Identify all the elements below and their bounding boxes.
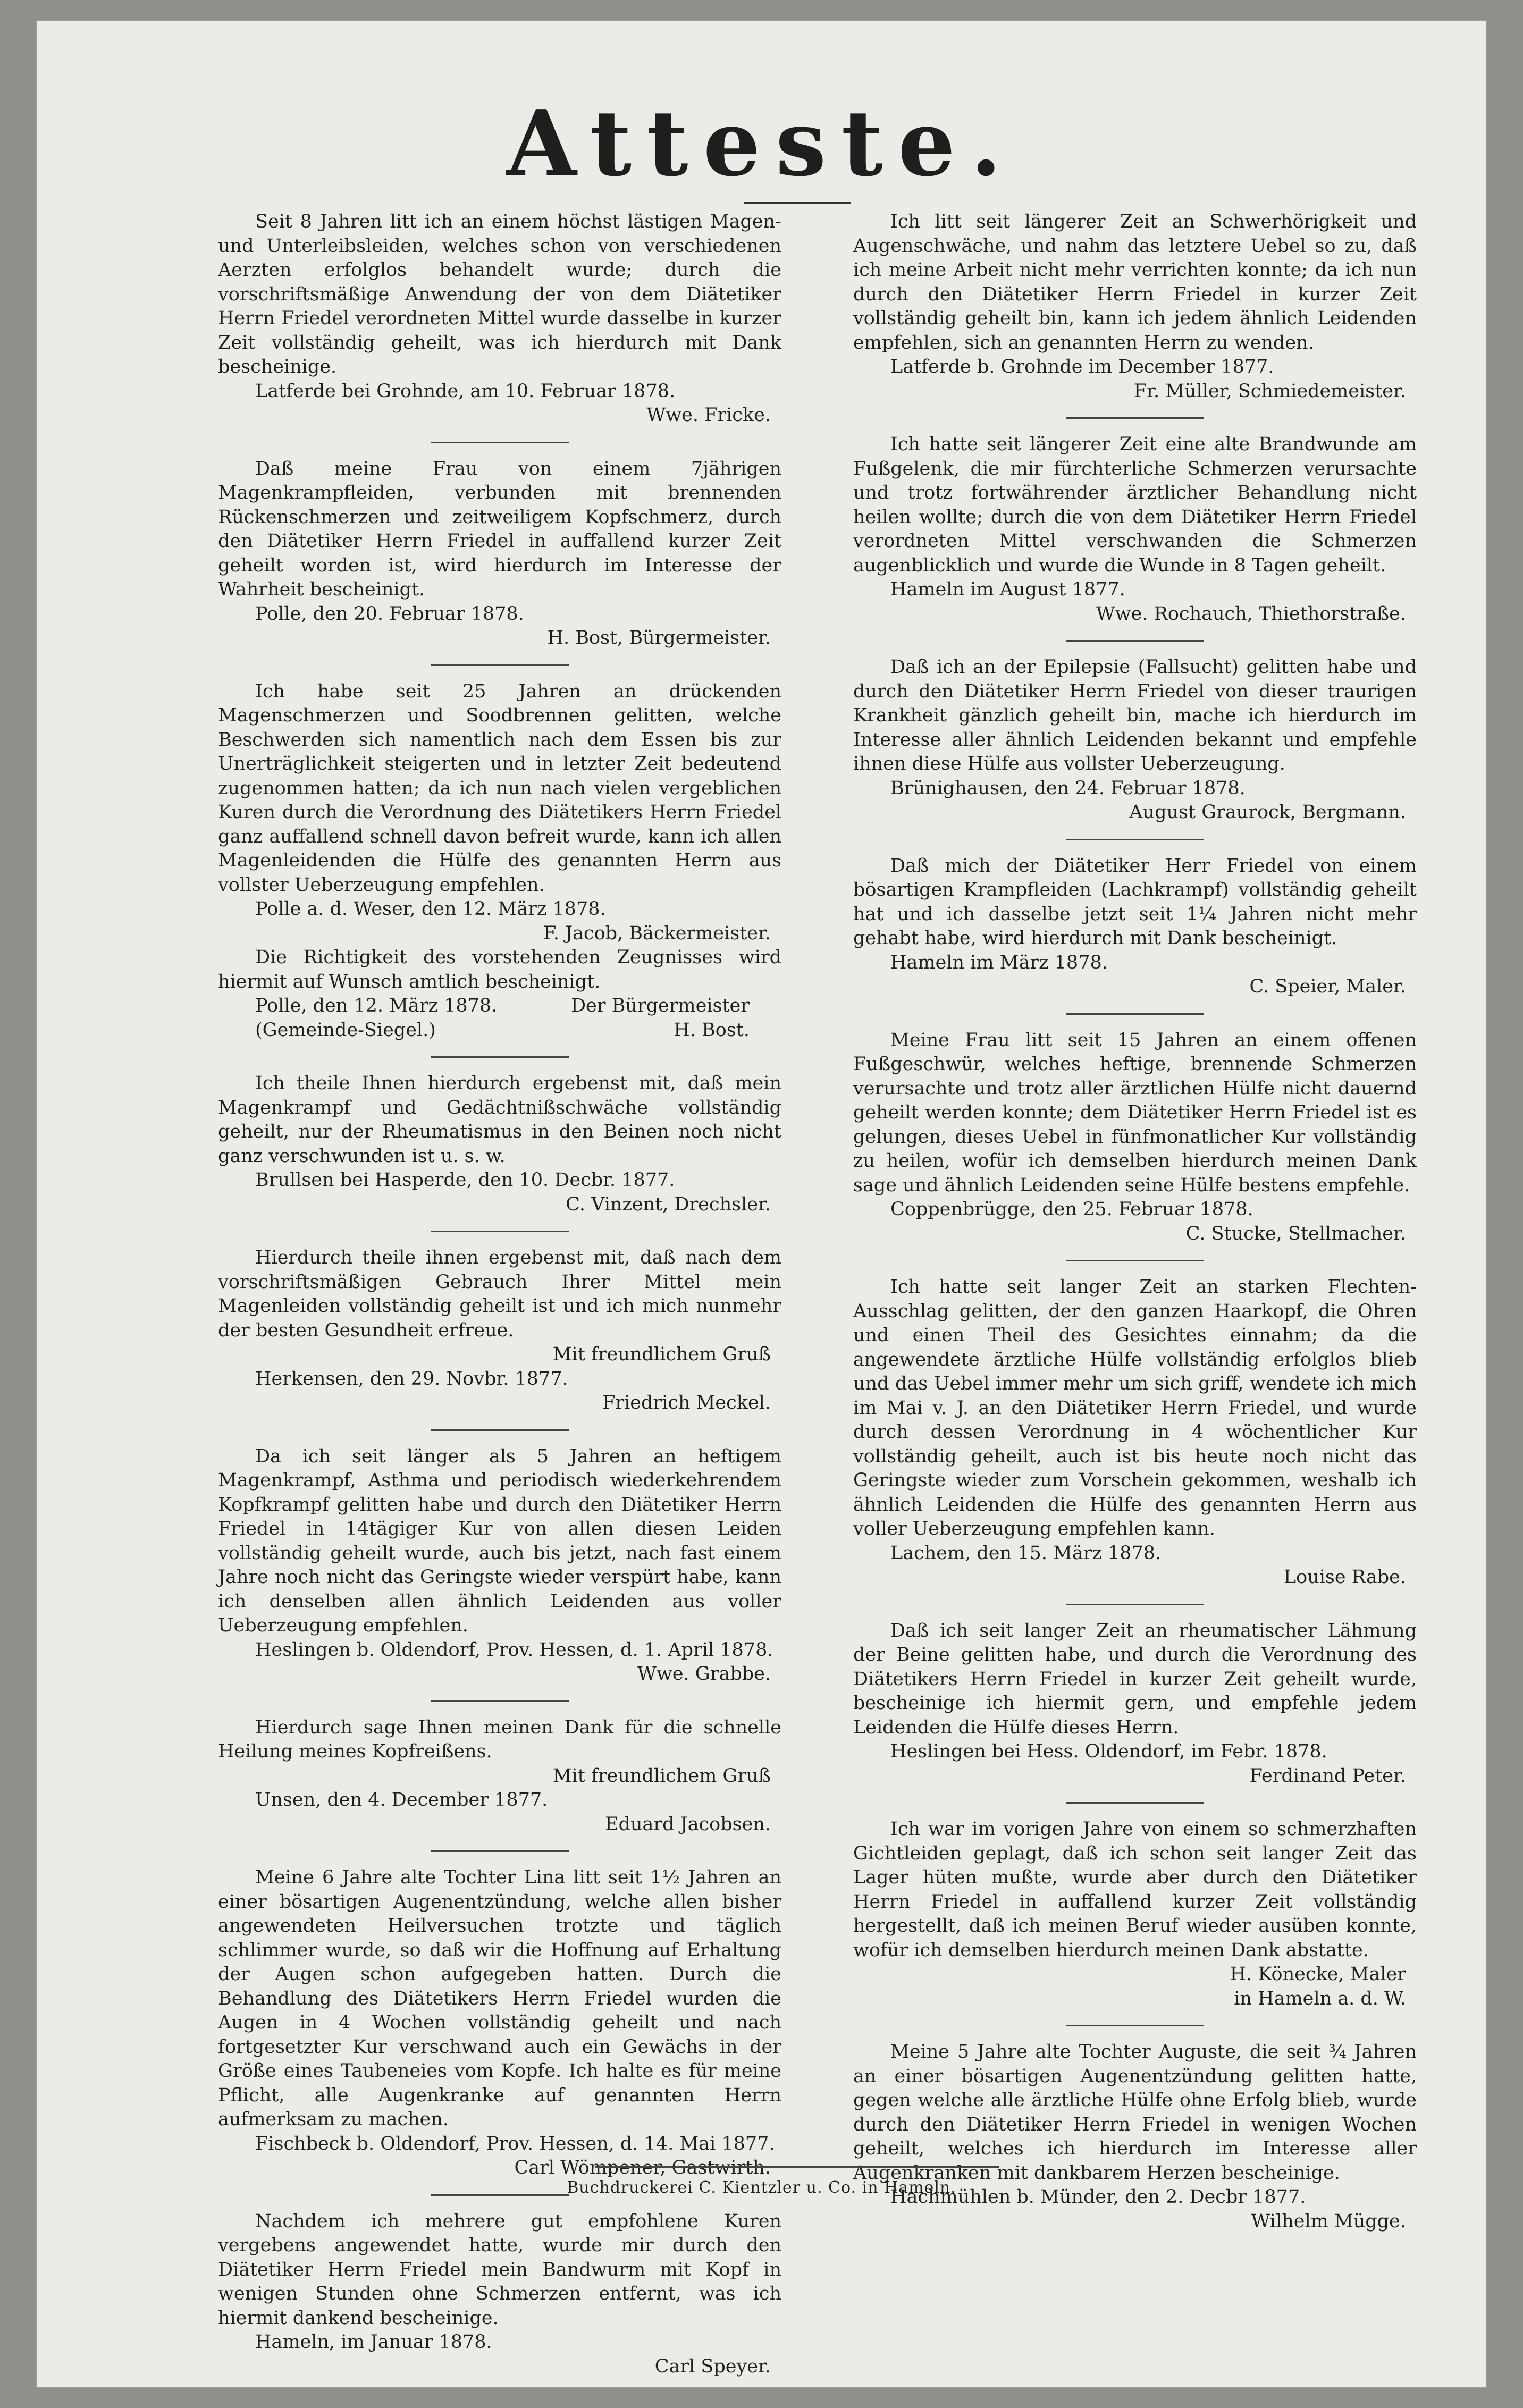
testimonial-body: Ich hatte seit längerer Zeit eine alte Brandwunde am Fußgelenk, die mir fürchterliche Schmerzen verursachte und trotz fortwährender ärztlicher Behandlung nicht heilen wollte; durch die von dem Diätetiker Herrn Friedel verordneten Mittel verschwanden die Schmerzen augenblicklich und wurde die Wunde in 8 Tagen geheilt.	[853, 434, 1417, 576]
testimonial-place: Brünighausen, den 24. Februar 1878.	[890, 777, 1246, 799]
separator-rule	[431, 1700, 569, 1702]
testimonial	[853, 210, 1417, 403]
testimonial-place: Latferde bei Grohnde, am 10. Februar 1878.	[255, 380, 676, 402]
testimonial-place: Herkensen, den 29. Novbr. 1877.	[255, 1368, 568, 1390]
testimonial	[853, 854, 1417, 999]
testimonial-body: Hierdurch theile ihnen ergebenst mit, daß nach dem vorschriftsmäßigen Gebrauch Ihrer Mittel mein Magenleiden vollständig geheilt ist und ich mich nunmehr der besten Gesundheit erfreue.	[218, 1247, 781, 1341]
municipal-seal: (Gemeinde-Siegel.)	[255, 1019, 436, 1041]
testimonial-signature: H. Könecke, Maler	[1230, 1964, 1406, 1985]
separator-rule	[431, 1231, 569, 1232]
testimonial-body: Ich theile Ihnen hierdurch ergebenst mit, daß mein Magenkrampf und Gedächtnißschwäche vollständig geheilt, nur der Rheumatismus in den Beinen noch nicht ganz verschwunden ist u. s. w.	[218, 1073, 781, 1167]
testimonial-place: Hameln im August 1877.	[890, 579, 1125, 600]
separator-rule	[1066, 1260, 1204, 1261]
testimonial-body: Seit 8 Jahren litt ich an einem höchst lästigen Magen- und Unterleibsleiden, welches schon von verschiedenen Aerzten erfolglos behandelt wurde; durch die vorschriftsmäßige Anwendung der von dem Diätetiker Herrn Friedel verordneten Mittel wurde dasselbe in kurzer Zeit vollständig geheilt, was ich hierdurch mit Dank bescheinige.	[218, 211, 781, 377]
testimonial-signature: Carl Speyer.	[654, 2355, 771, 2377]
testimonial	[853, 655, 1417, 825]
testimonial-place: Latferde b. Grohnde im December 1877.	[890, 356, 1274, 377]
testimonial-body: Da ich seit länger als 5 Jahren an heftigem Magenkrampf, Asthma und periodisch wiederkehrendem Kopfkrampf gelitten habe und durch den Diätetiker Herrn Friedel in 14tägiger Kur von allen diesen Leiden vollständig geheilt wurde, auch bis jetzt, nach fast einem Jahre noch nicht das Geringste wieder verspürt habe, kann ich denselben allen ähnlich Leidenden aus voller Ueberzeugung empfehlen.	[218, 1445, 781, 1636]
testimonial-signature: Friedrich Meckel.	[602, 1392, 771, 1413]
separator-rule	[1066, 839, 1204, 840]
certification-office: Der Bürgermeister	[570, 995, 750, 1016]
testimonial-signature: H. Bost, Bürgermeister.	[547, 627, 771, 649]
footer-rule	[595, 2166, 999, 2168]
testimonial-signature: Wwe. Rochauch, Thiethorstraße.	[1096, 603, 1406, 625]
testimonial-greeting: Mit freundlichem Gruß	[552, 1344, 771, 1365]
testimonial	[218, 1866, 781, 2180]
title-underline	[744, 202, 851, 204]
testimonial-place: Hameln im März 1878.	[890, 952, 1108, 973]
left-column	[218, 210, 781, 2379]
testimonial-place: Polle, den 20. Februar 1878.	[255, 603, 524, 625]
separator-rule	[431, 442, 569, 443]
testimonial-place: Coppenbrügge, den 25. Februar 1878.	[890, 1199, 1253, 1220]
separator-rule	[431, 664, 569, 666]
separator-rule	[1066, 417, 1204, 419]
testimonial	[218, 1445, 781, 1687]
testimonial-signature: Ferdinand Peter.	[1249, 1765, 1406, 1787]
testimonial-place: Hameln, im Januar 1878.	[255, 2331, 492, 2353]
testimonial-body: Ich war im vorigen Jahre von einem so schmerzhaften Gichtleiden geplagt, daß ich schon seit langer Zeit das Lager hüten mußte, wurde aber durch den Diätetiker Herrn Friedel in auffallend kurzer Zeit vollständig hergestellt, daß ich meinen Beruf wieder ausüben konnte, wofür ich demselben hierdurch meinen Dank abstatte.	[853, 1818, 1417, 1961]
testimonial	[218, 210, 781, 428]
testimonial-signature: F. Jacob, Bäckermeister.	[543, 922, 771, 944]
testimonial	[218, 457, 781, 651]
testimonial-signature-line2: in Hameln a. d. W.	[1234, 1988, 1406, 2009]
testimonial-body: Ich habe seit 25 Jahren an drückenden Magenschmerzen und Soodbrennen gelitten, welche Beschwerden sich namentlich nach dem Essen bis zur Unerträglichkeit steigerten und in letzter Zeit bedeutend zugenommen hatten; da ich nun nach vielen vergeblichen Kuren durch die Verordnung des Diätetikers Herrn Friedel ganz auffallend schnell davon befreit wurde, kann ich allen Magenleidenden die Hülfe des genannten Herrn aus vollster Ueberzeugung empfehlen.	[218, 680, 781, 896]
testimonial	[218, 1246, 781, 1416]
testimonial-signature: C. Speier, Maler.	[1249, 976, 1406, 997]
testimonial-place: Heslingen bei Hess. Oldendorf, im Febr. 1878.	[890, 1741, 1327, 1762]
testimonial-place: Polle a. d. Weser, den 12. März 1878.	[255, 898, 606, 920]
page-title: Atteste.	[506, 90, 1017, 197]
certification-place: Polle, den 12. März 1878.	[255, 995, 498, 1016]
testimonial	[853, 1275, 1417, 1590]
testimonial-signature: C. Vinzent, Drechsler.	[566, 1193, 771, 1215]
right-column	[853, 210, 1417, 2234]
testimonial	[853, 1619, 1417, 1789]
testimonial-body: Meine 5 Jahre alte Tochter Auguste, die seit ¾ Jahren an einer bösartigen Augenentzündung gelitten hatte, gegen welche alle ärztliche Hülfe ohne Erfolg blieb, wurde durch den Diätetiker Herrn Friedel in wenigen Wochen geheilt, welches ich hierdurch im Interesse aller Augenkranken mit dankbarem Herzen bescheinige.	[853, 2041, 1417, 2184]
official-line	[218, 1018, 781, 1043]
testimonial-signature: Fr. Müller, Schmiedemeister.	[1133, 380, 1406, 402]
testimonial-signature: Carl Wömpener, Gastwirth.	[514, 2157, 771, 2178]
testimonial	[218, 1072, 781, 1217]
testimonial-place: Heslingen b. Oldendorf, Prov. Hessen, d. 1. April 1878.	[255, 1639, 773, 1661]
testimonial-body: Nachdem ich mehrere gut empfohlene Kuren vergebens angewendet hatte, wurde mir durch den Diätetiker Herrn Friedel mein Bandwurm mit Kopf in wenigen Stunden ohne Schmerzen entfernt, was ich hiermit dankend bescheinige.	[218, 2210, 781, 2329]
testimonial-body: Daß ich seit langer Zeit an rheumatischer Lähmung der Beine gelitten habe, und durch die Verordnung des Diätetikers Herrn Friedel in kurzer Zeit geheilt wurde, bescheinige ich hiermit gern, und empfehle jedem Leidenden die Hülfe dieses Herrn.	[853, 1620, 1417, 1738]
separator-rule	[1066, 2025, 1204, 2026]
testimonial-body: Meine 6 Jahre alte Tochter Lina litt seit 1½ Jahren an einer bösartigen Augenentzündung, welche allen bisher angewendeten Heilversuchen trotzte und täglich schlimmer wurde, so daß wir die Hoffnung auf Erhaltung der Augen schon aufgegeben hatten. Durch die Behandlung des Diätetikers Herrn Friedel wurden die Augen in 4 Wochen vollständig geheilt und nach fortgesetzter Kur verschwand auch ein Gewächs in der Größe eines Taubeneies vom Kopfe. Ich halte es für meine Pflicht, alle Augenkranke auf genannten Herrn aufmerksam zu machen.	[218, 1867, 781, 2130]
testimonial-signature: Wwe. Fricke.	[646, 405, 771, 426]
testimonial-greeting: Mit freundlichem Gruß	[552, 1765, 771, 1787]
testimonial-body: Meine Frau litt seit 15 Jahren an einem offenen Fußgeschwür, welches heftige, brennende Schmerzen verursachte und trotz aller ärztlichen Hülfe nicht dauernd geheilt werden konnte; dem Diätetiker Herrn Friedel ist es gelungen, dieses Uebel in fünfmonatlicher Kur vollständig zu heilen, wofür ich demselben hierdurch meinen Dank sage und ähnlich Leidenden seine Hülfe bestens empfehle.	[853, 1029, 1417, 1196]
document-page	[37, 21, 1486, 2387]
testimonial-body: Daß mich der Diätetiker Herr Friedel von einem bösartigen Krampfleiden (Lachkrampf) vollständig geheilt hat und ich dasselbe jetzt seit 1¼ Jahren nicht mehr gehabt habe, wird hierdurch mit Dank bescheinigt.	[853, 855, 1417, 949]
testimonial-signature: Louise Rabe.	[1283, 1567, 1406, 1588]
separator-rule	[431, 1429, 569, 1431]
official-line	[218, 994, 781, 1018]
separator-rule	[1066, 1604, 1204, 1605]
testimonial-signature: C. Stucke, Stellmacher.	[1185, 1223, 1406, 1244]
testimonial-signature: Wwe. Grabbe.	[637, 1663, 771, 1685]
testimonial-body: Hierdurch sage Ihnen meinen Dank für die schnelle Heilung meines Kopfreißens.	[218, 1716, 781, 1762]
testimonial-body: Daß meine Frau von einem 7jährigen Magenkrampfleiden, verbunden mit brennenden Rückenschmerzen und zeitweiligem Kopfschmerz, durch den Diätetiker Herrn Friedel in auffallend kurzer Zeit geheilt worden ist, wird hierdurch im Interesse der Wahrheit bescheinigt.	[218, 458, 781, 600]
testimonial-place: Brullsen bei Hasperde, den 10. Decbr. 1877.	[255, 1169, 675, 1191]
testimonial	[853, 433, 1417, 626]
testimonial-body: Ich litt seit längerer Zeit an Schwerhörigkeit und Augenschwäche, und nahm das letztere Uebel so zu, daß ich meine Arbeit nicht mehr verrichten konnte; da ich nun durch den Diätetiker Herrn Friedel in kurzer Zeit vollständig geheilt bin, kann ich jedem ähnlich Leidenden empfehlen, sich an genannten Herrn zu wenden.	[853, 211, 1417, 353]
testimonial-signature: Eduard Jacobsen.	[605, 1813, 771, 1835]
testimonial	[853, 1029, 1417, 1247]
testimonial	[218, 1716, 781, 1837]
testimonial-place: Lachem, den 15. März 1878.	[890, 1542, 1162, 1564]
official-certification: Die Richtigkeit des vorstehenden Zeugnisses wird hiermit auf Wunsch amtlich bescheinigt.	[218, 947, 781, 992]
separator-rule	[1066, 640, 1204, 642]
certification-signature: H. Bost.	[674, 1019, 750, 1041]
testimonial-body: Daß ich an der Epilepsie (Fallsucht) gelitten habe und durch den Diätetiker Herrn Friedel von dieser traurigen Krankheit gänzlich geheilt bin, mache ich hierdurch im Interesse aller ähnlich Leidenden bekannt und empfehle ihnen diese Hülfe aus vollster Ueberzeugung.	[853, 656, 1417, 774]
separator-rule	[1066, 1802, 1204, 1804]
separator-rule	[1066, 1013, 1204, 1015]
separator-rule	[431, 1850, 569, 1852]
testimonial-place: Hachmühlen b. Münder, den 2. Decbr 1877.	[890, 2186, 1306, 2208]
testimonial-place: Fischbeck b. Oldendorf, Prov. Hessen, d. 14. Mai 1877.	[255, 2133, 775, 2154]
testimonial	[218, 680, 781, 1043]
testimonial	[853, 1817, 1417, 2011]
testimonial-signature: August Graurock, Bergmann.	[1129, 802, 1406, 823]
separator-rule	[431, 1056, 569, 1058]
testimonial-signature: Wilhelm Mügge.	[1251, 2210, 1406, 2232]
testimonial	[853, 2040, 1417, 2234]
printer-imprint: Buchdruckerei C. Kientzler u. Co. in Hameln.	[567, 2178, 956, 2197]
testimonial	[218, 2210, 781, 2379]
testimonial-body: Ich hatte seit langer Zeit an starken Flechten-Ausschlag gelitten, der den ganzen Haarkopf, die Ohren und einen Theil des Gesichtes einnahm; da die angewendete ärztliche Hülfe vollständig erfolglos blieb und das Uebel immer mehr um sich griff, wendete ich mich im Mai v. J. an den Diätetiker Herrn Friedel, und wurde durch dessen Verordnung in 4 wöchentlicher Kur vollständig geheilt, auch ist bis heute noch nicht das Geringste wieder zum Vorschein gekommen, weshalb ich ähnlich Leidenden die Hülfe des genannten Herrn aus voller Ueberzeugung empfehlen kann.	[853, 1276, 1417, 1539]
testimonial-place: Unsen, den 4. December 1877.	[255, 1789, 548, 1811]
